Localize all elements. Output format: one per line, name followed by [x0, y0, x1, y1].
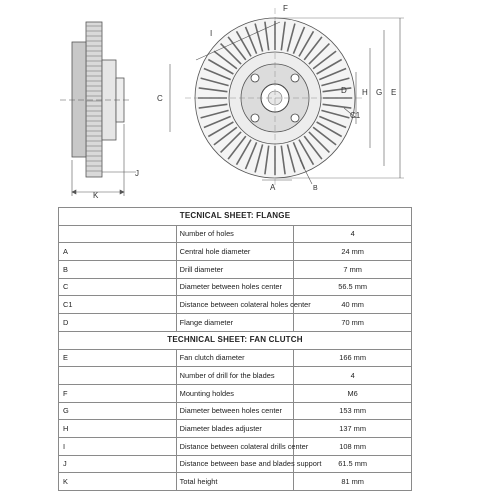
row-description: Distance between colateral holes center	[176, 296, 294, 314]
table-row	[59, 402, 412, 420]
table-row	[59, 384, 412, 402]
dim-label-j: J	[135, 169, 139, 178]
table-row	[59, 314, 412, 332]
row-value: 108 mm	[294, 437, 412, 455]
row-code	[59, 367, 177, 385]
dim-label-g: G	[376, 88, 383, 97]
row-code: G	[59, 402, 177, 420]
row-description: Mounting holdes	[176, 384, 294, 402]
table-row	[59, 349, 412, 367]
row-code: A	[59, 243, 177, 261]
section-header-fan-clutch	[59, 331, 412, 349]
row-code: K	[59, 473, 177, 491]
table-row	[59, 455, 412, 473]
row-code: C	[59, 278, 177, 296]
dim-label-b: B	[313, 185, 318, 192]
dim-label-a: A	[270, 183, 276, 192]
row-code	[59, 225, 177, 243]
row-description: Diameter between holes center	[176, 278, 294, 296]
dim-label-h: H	[362, 88, 368, 97]
row-value: 153 mm	[294, 402, 412, 420]
row-description: Drill diameter	[176, 261, 294, 279]
row-code: J	[59, 455, 177, 473]
row-value: 61.5 mm	[294, 455, 412, 473]
table-row	[59, 261, 412, 279]
row-value: 4	[294, 225, 412, 243]
row-description: Number of holes	[176, 225, 294, 243]
row-value: 70 mm	[294, 314, 412, 332]
table-row	[59, 473, 412, 491]
row-code: B	[59, 261, 177, 279]
row-description: Total height	[176, 473, 294, 491]
table-row	[59, 278, 412, 296]
dim-label-i: I	[210, 29, 213, 38]
row-code: E	[59, 349, 177, 367]
section-header-flange	[59, 208, 412, 226]
row-description: Distance between base and blades support	[176, 455, 294, 473]
row-value: 81 mm	[294, 473, 412, 491]
table-row	[59, 420, 412, 438]
side-view	[60, 22, 132, 177]
table-row	[59, 437, 412, 455]
row-code: I	[59, 437, 177, 455]
table-row	[59, 367, 412, 385]
row-description: Number of drill for the blades	[176, 367, 294, 385]
row-description: Diameter between holes center	[176, 402, 294, 420]
row-value: 7 mm	[294, 261, 412, 279]
row-code: F	[59, 384, 177, 402]
dim-label-c1: C1	[350, 111, 361, 120]
row-value: 40 mm	[294, 296, 412, 314]
section-title-flange: TECNICAL SHEET: FLANGE	[59, 208, 412, 226]
dim-label-c: C	[157, 94, 163, 103]
table-row	[59, 243, 412, 261]
row-value: 137 mm	[294, 420, 412, 438]
row-value: 166 mm	[294, 349, 412, 367]
row-description: Diameter blades adjuster	[176, 420, 294, 438]
row-value: M6	[294, 384, 412, 402]
dim-label-d: D	[341, 86, 347, 95]
dim-label-e: E	[391, 88, 397, 97]
row-value: 56.5 mm	[294, 278, 412, 296]
row-code: C1	[59, 296, 177, 314]
row-value: 24 mm	[294, 243, 412, 261]
row-value: 4	[294, 367, 412, 385]
row-code: D	[59, 314, 177, 332]
dim-label-k: K	[93, 191, 99, 200]
technical-sheet-table	[58, 207, 412, 491]
table-row	[59, 225, 412, 243]
row-description: Central hole diameter	[176, 243, 294, 261]
technical-drawing	[0, 0, 500, 202]
table-row	[59, 296, 412, 314]
section-title-fan-clutch: TECHNICAL SHEET: FAN CLUTCH	[59, 331, 412, 349]
dim-label-f: F	[283, 4, 288, 13]
row-code: H	[59, 420, 177, 438]
row-description: Distance between colateral drills center	[176, 437, 294, 455]
row-description: Flange diameter	[176, 314, 294, 332]
row-description: Fan clutch diameter	[176, 349, 294, 367]
